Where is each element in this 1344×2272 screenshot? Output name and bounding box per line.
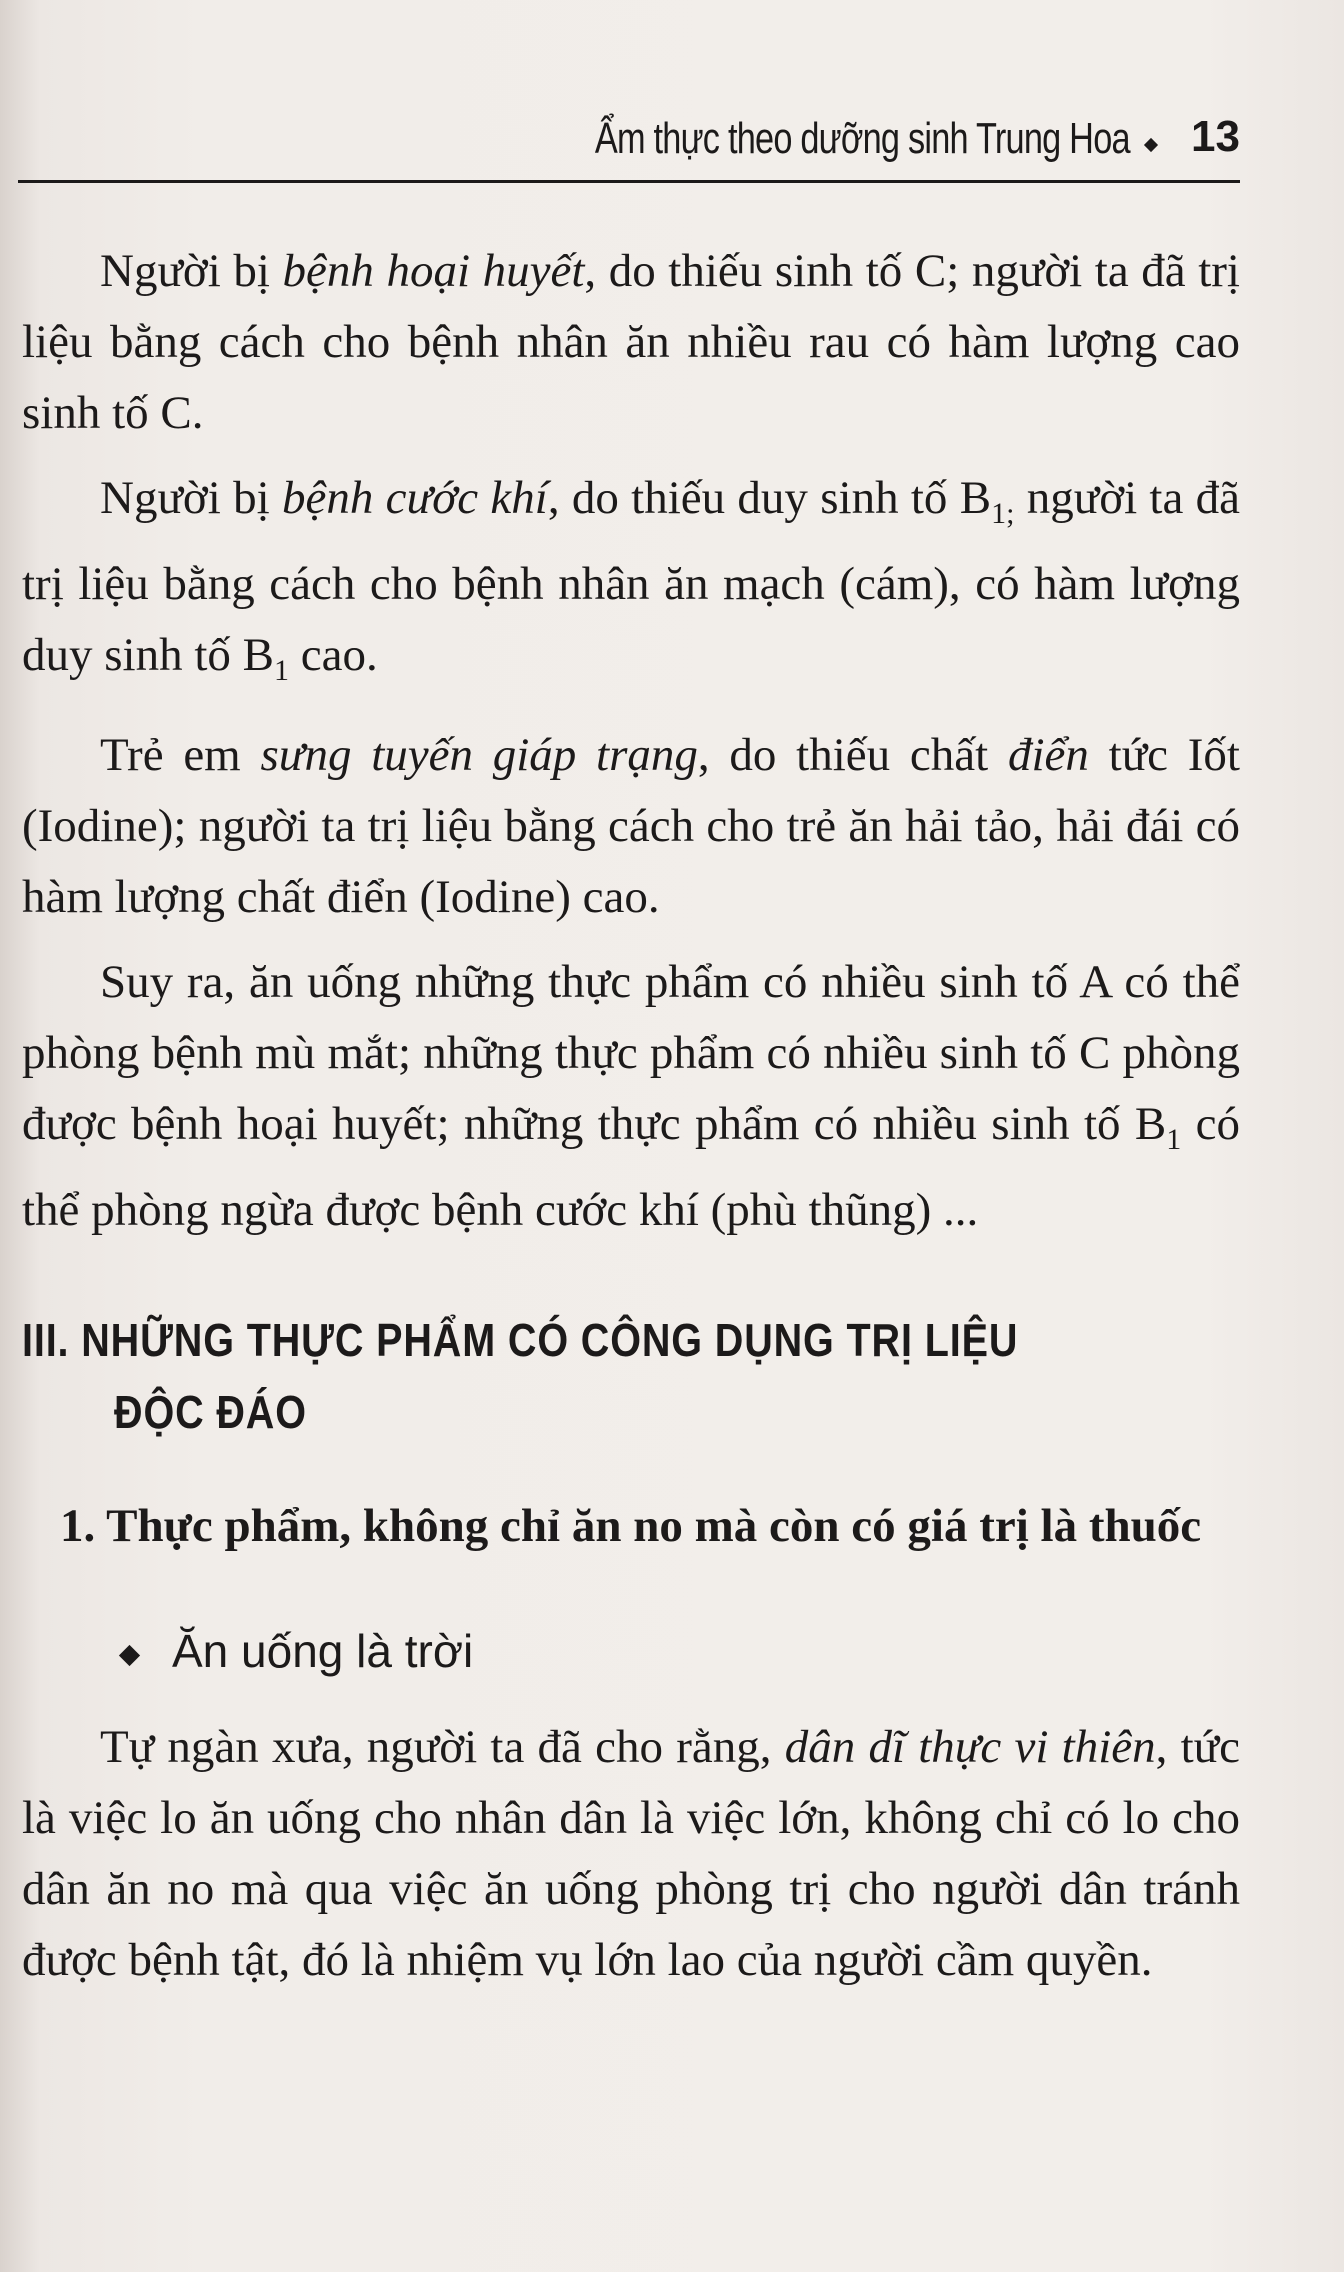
paragraph-scurvy: Người bị bệnh hoại huyết, do thiếu sinh tố C; người ta đã trị liệu bằng cách cho bệnh nhân ăn nhiều rau có hàm lượng cao sinh tố C. (22, 245, 1240, 439)
subsection-heading: 1. Thực phẩm, không chỉ ăn no mà còn có giá trị là thuốc (60, 1500, 1202, 1552)
section-heading (22, 1304, 1226, 1448)
bullet-heading (22, 1616, 1240, 1686)
paragraph-goiter: Trẻ em sưng tuyến giáp trạng, do thiếu chất điển tức Iốt (Iodine); người ta trị liệu bằng cách cho trẻ ăn hải tảo, hải đái có hàm lượng chất điển (Iodine) cao. (22, 729, 1240, 923)
section-heading-line2: ĐỘC ĐÁO (114, 1386, 307, 1438)
page-number: 13 (1191, 112, 1240, 161)
header-dot-icon (1144, 138, 1158, 152)
running-title: Ẩm thực theo dưỡng sinh Trung Hoa (595, 114, 1130, 163)
paragraph-beriberi: Người bị bệnh cước khí, do thiếu duy sinh tố $B_{1;}$ người ta đã trị liệu bằng cách cho bệnh nhân ăn mạch (cám), có hàm lượng duy sinh tố $B_1$ cao. (22, 472, 1240, 687)
paragraph-ancient-saying: Tự ngàn xưa, người ta đã cho rằng, dân dĩ thực vi thiên, tức là việc lo ăn uống cho nhân dân là việc lớn, không chỉ có lo cho dân ăn no mà qua việc ăn uống phòng trị cho người dân tránh được bệnh tật, đó là nhiệm vụ lớn lao của người cầm quyền. (22, 1721, 1240, 1986)
paragraph-conclusion: Suy ra, ăn uống những thực phẩm có nhiều sinh tố A có thể phòng bệnh mù mắt; những thực phẩm có nhiều sinh tố C phòng được bệnh hoại huyết; những thực phẩm có nhiều sinh tố $B_1$ có thể phòng ngừa được bệnh cước khí (phù thũng) ... (22, 956, 1240, 1236)
section-heading-line1: III. NHỮNG THỰC PHẨM CÓ CÔNG DỤNG TRỊ LIỆU (22, 1314, 1019, 1366)
bullet-heading-text: Ăn uống là trời (172, 1625, 474, 1677)
page-body (22, 236, 1240, 2010)
running-header (18, 108, 1240, 183)
